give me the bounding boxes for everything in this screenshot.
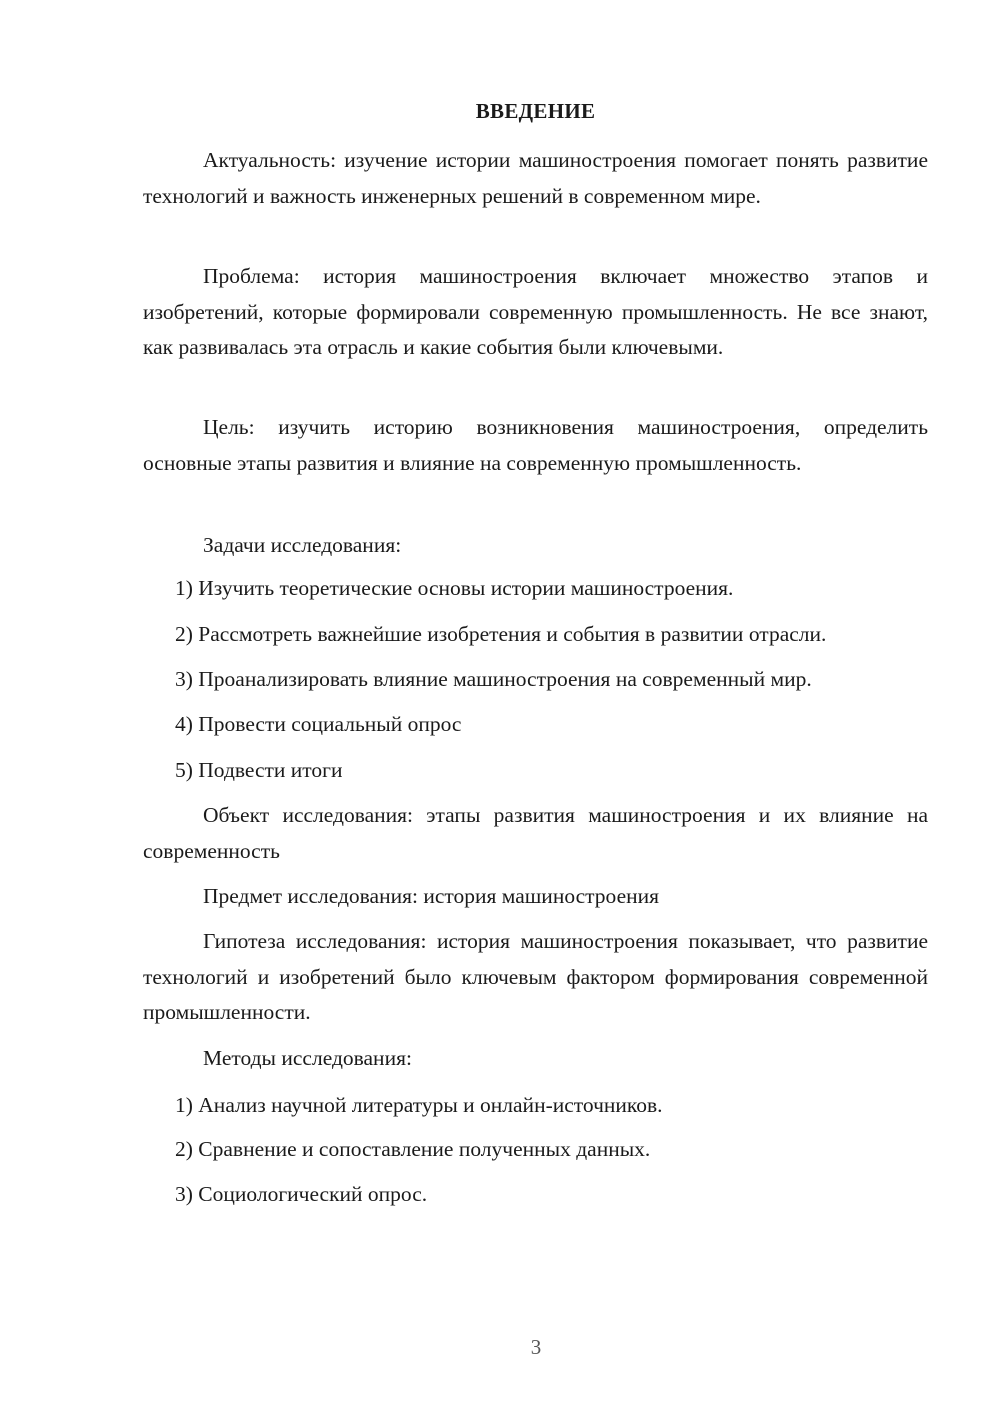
tasks-heading: Задачи исследования: <box>203 533 402 557</box>
task-item: 4) Провести социальный опрос <box>175 712 462 736</box>
page-number: 3 <box>530 1335 542 1359</box>
goal-paragraph: Цель: изучить историю возникновения машиностроения, определить основные этапы развития и влияние на современную промышленность. <box>143 415 928 475</box>
subject-paragraph: Предмет исследования: история машиностроения <box>203 884 660 908</box>
page-title: ВВЕДЕНИЕ <box>475 99 596 123</box>
method-item: 2) Сравнение и сопоставление полученных данных. <box>175 1137 651 1161</box>
task-item: 5) Подвести итоги <box>175 758 343 782</box>
task-item: 3) Проанализировать влияние машиностроения на современный мир. <box>175 667 812 691</box>
hypothesis-paragraph: Гипотеза исследования: история машиностроения показывает, что развитие технологий и изобретений было ключевым фактором формирования современной промышленности. <box>143 929 928 1024</box>
relevance-paragraph: Актуальность: изучение истории машиностроения помогает понять развитие технологий и важность инженерных решений в современном мире. <box>143 148 928 208</box>
method-item: 3) Социологический опрос. <box>175 1182 428 1206</box>
method-item: 1) Анализ научной литературы и онлайн-источников. <box>175 1093 663 1117</box>
task-item: 1) Изучить теоретические основы истории машиностроения. <box>175 576 734 600</box>
methods-heading: Методы исследования: <box>203 1046 412 1070</box>
problem-paragraph: Проблема: история машиностроения включает множество этапов и изобретений, которые формировали современную промышленность. Не все знают, как развивалась эта отрасль и какие события были ключевыми. <box>143 264 928 359</box>
task-item: 2) Рассмотреть важнейшие изобретения и события в развитии отрасли. <box>175 622 827 646</box>
object-paragraph: Объект исследования: этапы развития машиностроения и их влияние на современность <box>143 803 928 863</box>
